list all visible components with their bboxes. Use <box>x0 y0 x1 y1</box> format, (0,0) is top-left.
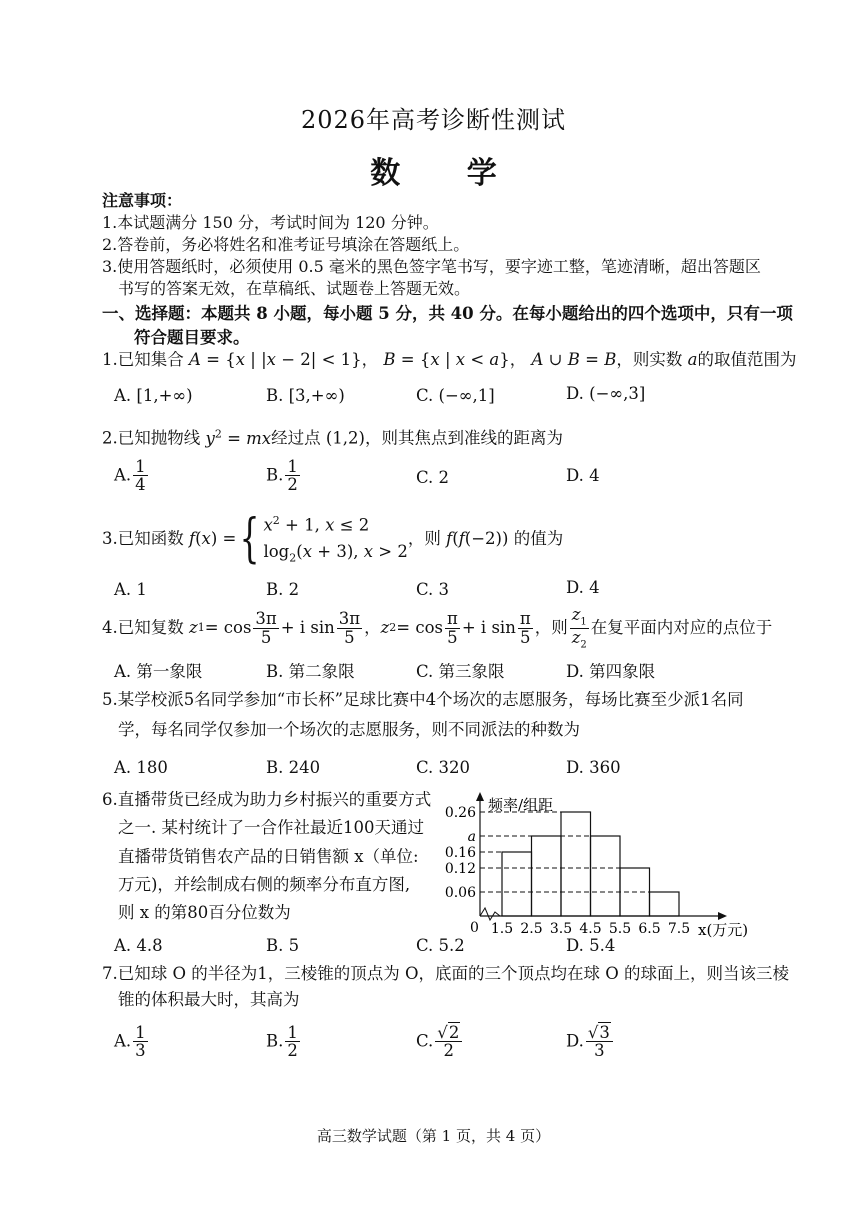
origin-label: 0 <box>470 920 479 936</box>
q4-option-b[interactable]: B. 第二象限 <box>266 662 355 681</box>
parabola-formula: $y^2$ = mx <box>205 427 272 448</box>
exam-title: 2026年高考诊断性测试 <box>300 106 567 134</box>
q1-option-a[interactable]: A. [1,+∞) <box>114 386 193 405</box>
subject-title: 数 学 <box>370 156 525 191</box>
union-formula: A ∪ B = B <box>531 350 617 369</box>
q4-option-c[interactable]: C. 第三象限 <box>416 662 505 681</box>
y-tick-label: 0.06 <box>444 885 476 901</box>
y-tick-label: 0.12 <box>444 861 476 877</box>
question-3: 3. 已知函数 f ( x ) = { $x^2 + 1$, x ≤ 2 $\log_2(x + 3)$, x > 2 ，则 f(f(−2)) 的值为 <box>102 509 564 570</box>
q4-option-d[interactable]: D. 第四象限 <box>566 662 656 681</box>
q7-option-b[interactable]: B. $\frac{1}{2}$ <box>266 1023 298 1061</box>
q3-option-d[interactable]: D. 4 <box>566 578 600 597</box>
x-tick-label: 6.5 <box>638 921 661 937</box>
q3-option-b[interactable]: B. 2 <box>266 580 300 599</box>
notice-item: 1.本试题满分 150 分，考试时间为 120 分钟。 <box>102 213 439 232</box>
q5-option-a[interactable]: A. 180 <box>114 758 168 777</box>
x-tick-label: 3.5 <box>549 921 573 937</box>
question-4: 4. 已知复数 z 1 = cos $\frac{3\pi}{5}$ + i sin $\frac{3\pi}{5}$ ， z 2 = cos $\frac{\pi}{5}$ + i sin $\frac{\pi}{5}$ ，则 $\frac{z_1}{z_2}$ 在复平面内对应的点位于 <box>102 605 773 651</box>
y-axis-arrow <box>476 792 484 801</box>
q7-option-a[interactable]: A. $\frac{1}{3}$ <box>114 1023 146 1061</box>
z2-formula: z 2 = cos $\frac{\pi}{5}$ + i sin $\frac{\pi}{5}$ <box>380 609 531 647</box>
q4-option-a[interactable]: A. 第一象限 <box>114 662 203 681</box>
q7-option-c[interactable]: C. $\frac{√2}{2}$ <box>416 1024 464 1060</box>
notice-item: 3.使用答题纸时，必须使用 0.5 毫米的黑色签字笔书写，要字迹工整，笔迹清晰，超出答题区 <box>102 257 761 276</box>
set-b-formula: B = {x | x < a} <box>383 350 510 369</box>
q5-option-d[interactable]: D. 360 <box>566 758 621 777</box>
q6-option-d[interactable]: D. 5.4 <box>566 936 616 955</box>
section-heading: 一、选择题：本题共 8 小题，每小题 5 分，共 40 分。在每小题给出的四个选项中，只有一项 <box>102 304 793 323</box>
x-tick-label: 7.5 <box>667 921 691 937</box>
piecewise-formula: f ( x ) = { $x^2 + 1$, x ≤ 2 $\log_2(x + 3)$, x > 2 <box>189 509 408 570</box>
q2-option-b[interactable]: B. $\frac{1}{2}$ <box>266 457 298 495</box>
question-1: 1.已知集合 A = {x | |x − 2| < 1}， B = {x | x < a}， A ∪ B = B，则实数 a的取值范围为 <box>102 350 797 369</box>
question-6-cont: 万元)，并绘制成右侧的频率分布直方图, <box>118 875 411 894</box>
q3-option-c[interactable]: C. 3 <box>416 580 450 599</box>
z-ratio-formula: $\frac{z_1}{z_2}$ <box>571 605 587 651</box>
x-tick-label: 5.5 <box>608 921 632 937</box>
question-6-cont: 直播带货销售农产品的日销售额 x（单位: <box>118 847 419 866</box>
x-axis-label: x(万元) <box>698 921 749 938</box>
q2-option-d[interactable]: D. 4 <box>566 466 600 485</box>
histogram-bar <box>502 852 532 916</box>
x-axis-arrow <box>718 912 727 920</box>
axis-break <box>480 908 500 920</box>
frequency-histogram <box>440 788 770 938</box>
notice-item: 2.答卷前，务必将姓名和准考证号填涂在答题纸上。 <box>102 235 470 254</box>
q1-option-c[interactable]: C. (−∞,1] <box>416 386 495 405</box>
q5-option-c[interactable]: C. 320 <box>416 758 471 777</box>
q1-option-d[interactable]: D. (−∞,3] <box>566 384 646 403</box>
page-footer: 高三数学试题（第 1 页，共 4 页） <box>316 1127 551 1145</box>
x-tick-label: 1.5 <box>490 921 514 937</box>
histogram-bar <box>650 892 680 916</box>
question-6: 6.直播带货已经成为助力乡村振兴的重要方式 <box>102 790 432 809</box>
histogram-bar <box>561 812 591 916</box>
y-tick-label: 0.16 <box>444 845 476 861</box>
q6-option-c[interactable]: C. 5.2 <box>416 936 465 955</box>
question-5: 5.某学校派5名同学参加“市长杯”足球比赛中4个场次的志愿服务，每场比赛至少派1名同 <box>102 690 744 709</box>
histogram-bar <box>532 836 562 916</box>
set-a-formula: A = {x | |x − 2| < 1} <box>189 350 362 369</box>
histogram-bar <box>591 836 621 916</box>
question-5-cont: 学，每名同学仅参加一个场次的志愿服务，则不同派法的种数为 <box>118 720 580 739</box>
q3-option-a[interactable]: A. 1 <box>114 580 147 599</box>
notice-item: 书写的答案无效，在草稿纸、试题卷上答题无效。 <box>118 279 471 298</box>
q6-option-a[interactable]: A. 4.8 <box>114 936 163 955</box>
y-tick-label: a <box>467 829 476 845</box>
q1-option-b[interactable]: B. [3,+∞) <box>266 386 345 405</box>
q5-option-b[interactable]: B. 240 <box>266 758 321 777</box>
x-tick-label: 2.5 <box>520 921 543 937</box>
x-tick-label: 4.5 <box>579 921 602 937</box>
q6-option-b[interactable]: B. 5 <box>266 936 300 955</box>
q2-option-c[interactable]: C. 2 <box>416 468 450 487</box>
question-6-cont: 之一. 某村统计了一合作社最近100天通过 <box>118 818 424 837</box>
notice-heading: 注意事项： <box>102 191 183 210</box>
question-2: 2.已知抛物线 $y^2$ = mx经过点 (1,2)，则其焦点到准线的距离为 <box>102 427 563 448</box>
z1-formula: z 1 = cos $\frac{3\pi}{5}$ + i sin $\frac{3\pi}{5}$ ， <box>189 609 381 647</box>
question-7: 7.已知球 O 的半径为1，三棱锥的顶点为 O，底面的三个顶点均在球 O 的球面上，则当该三棱 <box>102 964 790 983</box>
q2-option-a[interactable]: A. $\frac{1}{4}$ <box>114 457 146 495</box>
section-heading-cont: 符合题目要求。 <box>134 328 250 347</box>
composition-formula: f(f(−2)) <box>446 529 509 549</box>
y-tick-label: 0.26 <box>444 805 476 821</box>
question-6-cont: 则 x 的第80百分位数为 <box>118 903 291 922</box>
question-7-cont: 锥的体积最大时，其高为 <box>118 990 300 1009</box>
q7-option-d[interactable]: D. $\frac{√3}{3}$ <box>566 1024 615 1060</box>
y-axis-label: 频率/组距 <box>488 796 554 814</box>
